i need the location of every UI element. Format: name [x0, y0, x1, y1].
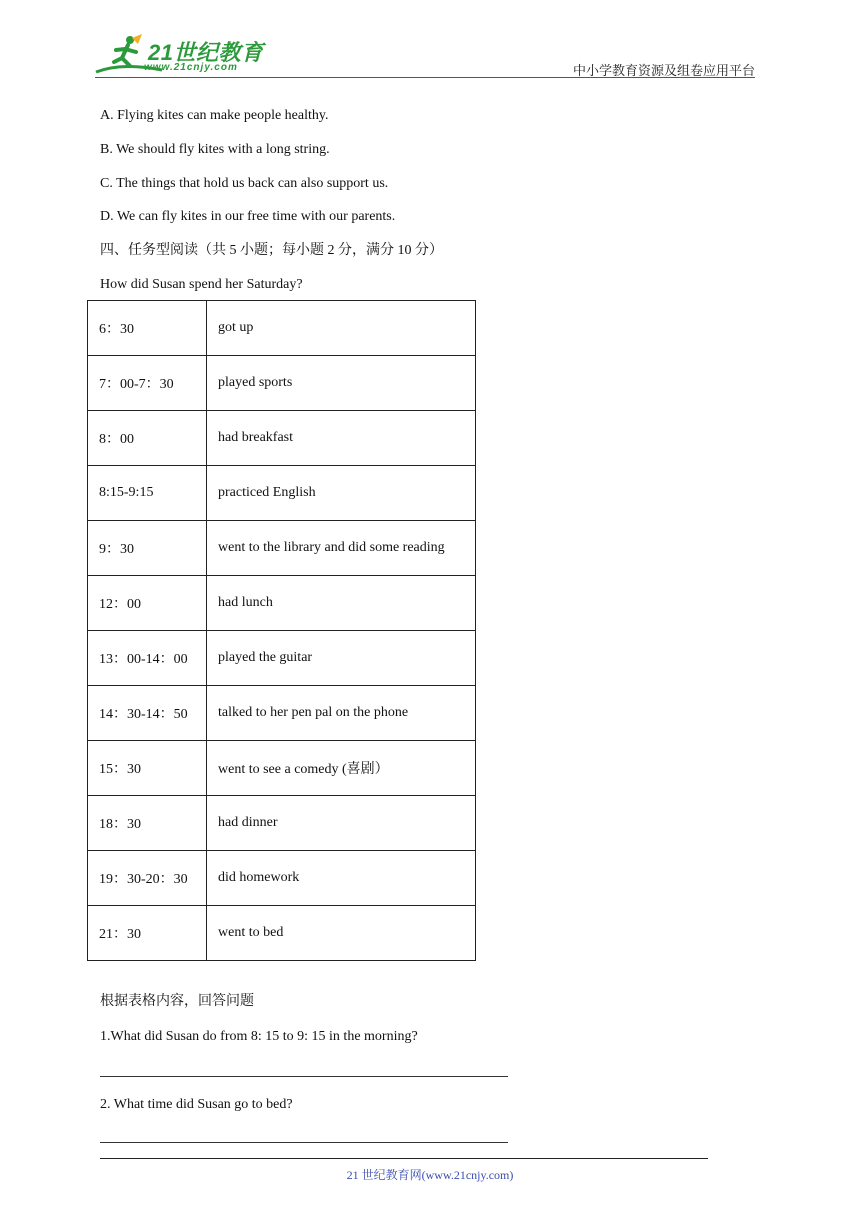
- time-cell: 8:15-9:15: [88, 466, 207, 521]
- header-divider: [95, 77, 755, 78]
- table-row: [88, 521, 476, 576]
- table-row: [88, 851, 476, 906]
- activity-cell: talked to her pen pal on the phone: [207, 686, 476, 741]
- platform-title: 中小学教育资源及组卷应用平台: [572, 63, 755, 78]
- section-title: 四、任务型阅读（共 5 小题；每小题 2 分，满分 10 分）: [100, 243, 443, 258]
- logo-url: www.21cnjy.com: [144, 62, 238, 73]
- time-cell: 8：00: [88, 411, 207, 466]
- activity-cell: went to see a comedy (喜剧）: [207, 741, 476, 796]
- question-2: 2. What time did Susan go to bed?: [100, 1097, 293, 1112]
- footer-text: 21 世纪教育网(www.21cnjy.com): [346, 1168, 514, 1182]
- option-b: B. We should fly kites with a long string.: [100, 142, 330, 157]
- footer-divider: [100, 1158, 708, 1159]
- schedule-table: [87, 300, 476, 961]
- table-row: [88, 576, 476, 631]
- activity-cell: got up: [207, 301, 476, 356]
- table-row: [88, 741, 476, 796]
- time-cell: 15：30: [88, 741, 207, 796]
- answer-line-1: [100, 1076, 508, 1077]
- question-title: How did Susan spend her Saturday?: [100, 277, 303, 292]
- time-cell: 18：30: [88, 796, 207, 851]
- time-cell: 9：30: [88, 521, 207, 576]
- activity-cell: had dinner: [207, 796, 476, 851]
- table-row: [88, 466, 476, 521]
- activity-cell: played the guitar: [207, 631, 476, 686]
- activity-cell: had lunch: [207, 576, 476, 631]
- question-1: 1.What did Susan do from 8: 15 to 9: 15 in the morning?: [100, 1029, 418, 1044]
- table-row: [88, 796, 476, 851]
- activity-cell: played sports: [207, 356, 476, 411]
- activity-cell: practiced English: [207, 466, 476, 521]
- answer-line-2: [100, 1142, 508, 1143]
- table-row: [88, 906, 476, 961]
- time-cell: 12：00: [88, 576, 207, 631]
- activity-cell: went to the library and did some reading: [207, 521, 476, 576]
- option-c: C. The things that hold us back can also support us.: [100, 176, 389, 191]
- time-cell: 13：00-14：00: [88, 631, 207, 686]
- logo-text: 21世纪教育: [148, 40, 264, 65]
- table-row: [88, 631, 476, 686]
- time-cell: 21：30: [88, 906, 207, 961]
- activity-cell: did homework: [207, 851, 476, 906]
- table-row: [88, 411, 476, 466]
- time-cell: 14：30-14：50: [88, 686, 207, 741]
- time-cell: 19：30-20：30: [88, 851, 207, 906]
- table-row: [88, 356, 476, 411]
- time-cell: 7：00-7：30: [88, 356, 207, 411]
- time-cell: 6：30: [88, 301, 207, 356]
- table-row: [88, 686, 476, 741]
- table-row: [88, 301, 476, 356]
- activity-cell: had breakfast: [207, 411, 476, 466]
- activity-cell: went to bed: [207, 906, 476, 961]
- option-a: A. Flying kites can make people healthy.: [100, 108, 329, 123]
- option-d: D. We can fly kites in our free time with our parents.: [100, 209, 396, 224]
- instruction: 根据表格内容，回答问题: [100, 994, 254, 1009]
